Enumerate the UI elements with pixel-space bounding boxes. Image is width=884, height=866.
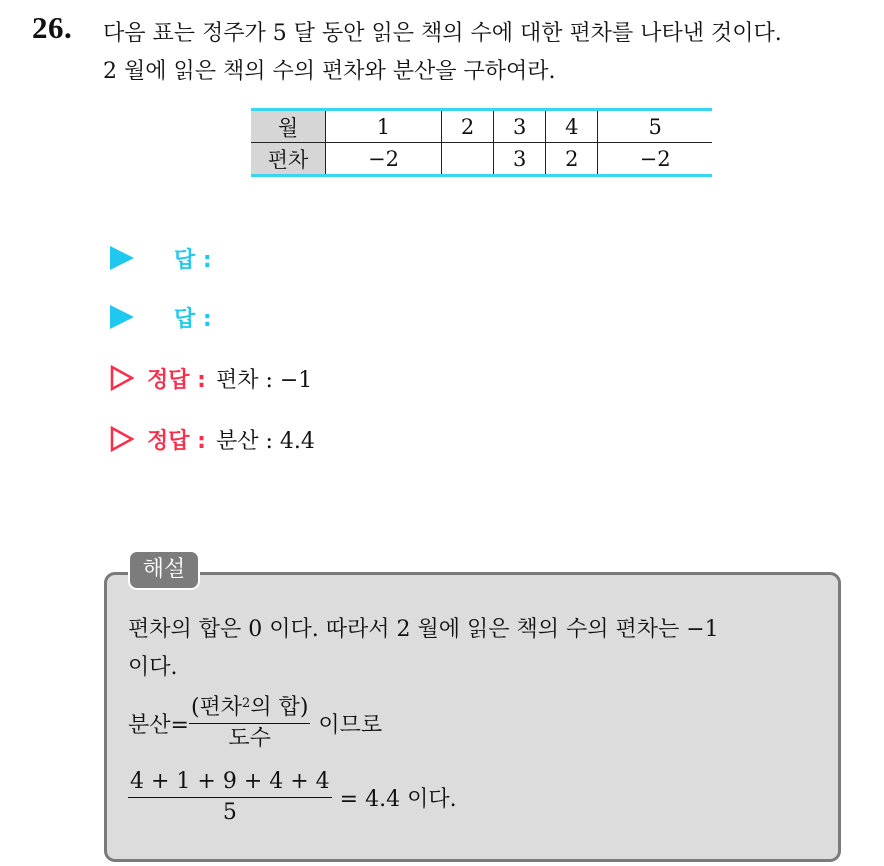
question-number: 26. [32,10,73,45]
table-cell-deviation-2 [441,143,493,176]
filled-triangle-icon [110,246,134,270]
variance-fraction [189,694,310,753]
correct-answer-value: 편차 : −1 [215,367,313,393]
solution-line-2: 이다. [128,655,178,680]
variance-numerator [189,694,310,724]
answer-blank-2 [110,300,212,334]
answer-label: 답 : [174,306,212,332]
variance-denominator: 도수 [228,726,271,751]
table-cell-deviation-5: −2 [598,143,712,176]
table-cell-month-3: 3 [494,110,546,143]
calc-fraction [128,768,332,827]
table-header-month: 월 [251,110,326,143]
correct-answer-value: 분산 : 4.4 [215,428,315,454]
variance-suffix: 이므로 [318,713,383,738]
table-cell-deviation-1: −2 [326,143,442,176]
calc-denominator: 5 [222,800,237,825]
table-cell-month-1: 1 [326,110,442,143]
variance-formula [128,694,382,753]
solution-line-1: 편차의 합은 0 이다. 따라서 2 월에 읽은 책의 수의 편차는 −1 [128,617,719,642]
question-text-line-2: 2 월에 읽은 책의 수의 편차와 분산을 구하여라. [103,59,556,84]
outline-triangle-icon [110,426,134,452]
answer-label: 답 : [174,247,212,273]
table-row-deviation [251,143,712,176]
deviation-table [251,108,712,177]
table-cell-deviation-4: 2 [546,143,598,176]
filled-triangle-icon [110,305,134,329]
question-text-line-1: 다음 표는 정주가 5 달 동안 읽은 책의 수에 대한 편차를 나타낸 것이다. [103,21,782,46]
correct-answer-label: 정답 : [147,428,206,454]
outline-triangle-icon [110,365,134,391]
variance-exponent: 2 [242,696,251,711]
answer-blank-1 [110,241,212,275]
calc-result: = 4.4 이다. [339,787,457,812]
variance-numerator-text: (편차 [190,695,243,720]
calc-numerator: 4 + 1 + 9 + 4 + 4 [128,768,332,798]
table-header-deviation: 편차 [251,143,326,176]
correct-answer-label: 정답 : [147,367,206,393]
correct-answer-1 [110,361,312,395]
table-cell-month-2: 2 [441,110,493,143]
table-cell-deviation-3: 3 [494,143,546,176]
variance-prefix: 분산= [128,713,189,738]
table-cell-month-5: 5 [598,110,712,143]
correct-answer-2 [110,422,315,456]
variance-calculation [128,768,457,827]
solution-tag: 해설 [128,550,200,590]
variance-numerator-tail: 의 합) [250,695,309,720]
table-row-months [251,110,712,143]
table-cell-month-4: 4 [546,110,598,143]
